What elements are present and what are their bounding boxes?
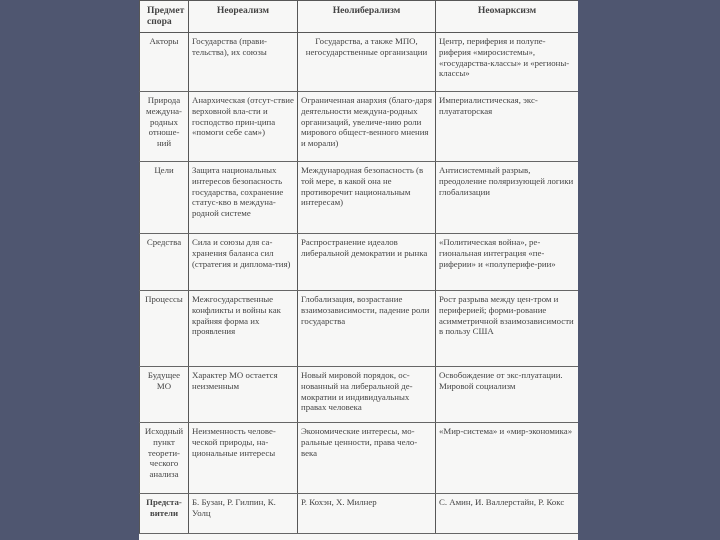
cell-neomarxism: «Мир-система» и «мир-экономика»	[436, 423, 579, 494]
table-row	[140, 291, 579, 367]
cell-neoliberalism: Глобализация, возрастание взаимозависимости, падение роли государства	[298, 291, 436, 367]
slide-background-left	[0, 0, 139, 540]
table-row	[140, 162, 579, 234]
cell-neomarxism: Освобождение от экс-плуатации. Мировой социализм	[436, 367, 579, 423]
row-label: Будущее МО	[140, 367, 189, 423]
slide-background-right	[578, 0, 720, 540]
table-row	[140, 92, 579, 162]
cell-neoliberalism: Ограниченная анархия (благо-даря деятельности междуна-родных организаций, увеличе-нию роли мирового общест-венного мнения и морали)	[298, 92, 436, 162]
table-row	[140, 367, 579, 423]
header-neomarxism: Неомарксизм	[436, 1, 579, 33]
cell-neoliberalism: Государства, а также МПО, негосударственные организации	[298, 33, 436, 92]
header-neoliberalism: Неолиберализм	[298, 1, 436, 33]
header-subject: Предмет спора	[140, 1, 189, 33]
cell-neomarxism: «Политическая война», ре-гиональная интеграция «пе-риферии» и «полуперифе-рии»	[436, 234, 579, 291]
row-label: Цели	[140, 162, 189, 234]
table-row	[140, 234, 579, 291]
cell-neorealism: Защита национальных интересов безопасность государства, сохранение статус-кво в междуна-родной системе	[189, 162, 298, 234]
cell-neoliberalism: Международная безопасность (в той мере, в какой она не противоречит национальным интересам)	[298, 162, 436, 234]
cell-neoliberalism: Новый мировой порядок, ос-нованный на либеральной де-мократии и индивидуальных правах человека	[298, 367, 436, 423]
cell-neoliberalism: Экономические интересы, мо-ральные ценности, права чело-века	[298, 423, 436, 494]
cell-neorealism: Неизменность челове-ческой природы, на-циональные интересы	[189, 423, 298, 494]
cell-neorealism: Государства (прави-тельства), их союзы	[189, 33, 298, 92]
cell-neoliberalism: Р. Кохэн, Х. Милнер	[298, 494, 436, 534]
table-row	[140, 494, 579, 534]
cell-neomarxism: Рост разрыва между цен-тром и периферией; форми-рование асимметричной взаимозависимости в пользу США	[436, 291, 579, 367]
document-page	[139, 0, 578, 540]
table-header-row	[140, 1, 579, 33]
row-label: Акторы	[140, 33, 189, 92]
cell-neorealism: Анархическая (отсут-ствие верховной вла-сти и господство прин-ципа «помоги себе сам»)	[189, 92, 298, 162]
table-row	[140, 423, 579, 494]
cell-neomarxism: Центр, периферия и полупе-риферия «миросистемы», «государства-классы» и «регионы-классы»	[436, 33, 579, 92]
cell-neomarxism: С. Амин, И. Валлерстайн, Р. Кокс	[436, 494, 579, 534]
row-label: Предста-вители	[140, 494, 189, 534]
header-neorealism: Неореализм	[189, 1, 298, 33]
table-row	[140, 33, 579, 92]
cell-neorealism: Межгосударственные конфликты и войны как крайняя форма их проявления	[189, 291, 298, 367]
cell-neorealism: Сила и союзы для са-хранения баланса сил (стратегия и диплома-тия)	[189, 234, 298, 291]
comparison-table	[139, 0, 578, 534]
cell-neorealism: Характер МО остается неизменным	[189, 367, 298, 423]
row-label: Природа междуна-родных отноше-ний	[140, 92, 189, 162]
cell-neorealism: Б. Бузан, Р. Гилпин, К. Уолц	[189, 494, 298, 534]
row-label: Процессы	[140, 291, 189, 367]
cell-neomarxism: Империалистическая, экс-плуататорская	[436, 92, 579, 162]
cell-neomarxism: Антисистемный разрыв, преодоление поляризующей логики глобализации	[436, 162, 579, 234]
row-label: Исходный пункт теорети-ческого анализа	[140, 423, 189, 494]
cell-neoliberalism: Распространение идеалов либеральной демократии и рынка	[298, 234, 436, 291]
row-label: Средства	[140, 234, 189, 291]
